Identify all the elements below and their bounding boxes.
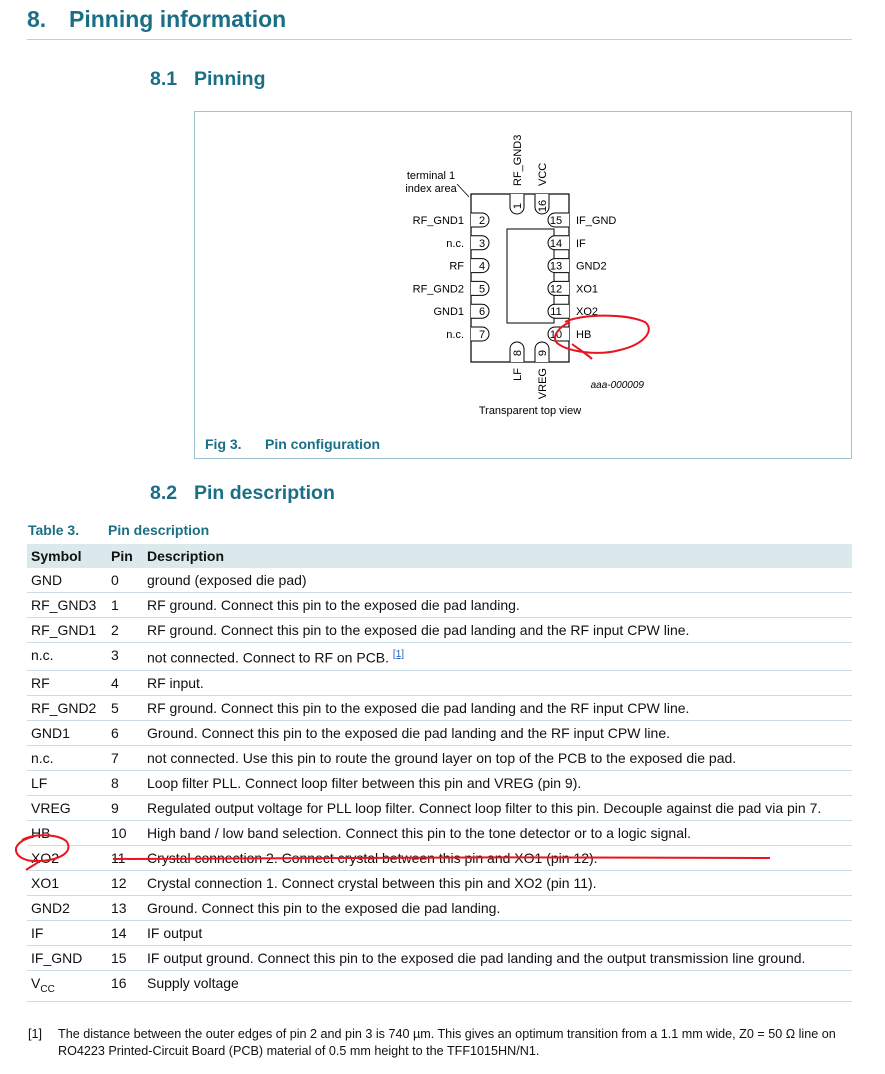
cell-description — [143, 920, 852, 945]
table-header-row — [27, 544, 852, 568]
pin-name: RF_GND3 — [512, 134, 524, 186]
pin-name: n.c. — [446, 329, 464, 341]
cell-description — [143, 770, 852, 795]
table-row — [27, 568, 852, 593]
cell-description — [143, 820, 852, 845]
cell-pin: 2 — [107, 618, 143, 643]
subsection-title: Pin description — [194, 482, 335, 504]
header-symbol: Symbol — [27, 544, 107, 568]
pin-configuration-diagram — [195, 112, 851, 458]
figure-title: Pin configuration — [265, 436, 381, 452]
pin-name: IF_GND — [576, 215, 617, 227]
pin-number: 6 — [478, 306, 486, 319]
pin-name: n.c. — [446, 237, 464, 250]
description-text: ground (exposed die pad) — [147, 572, 307, 588]
figure-box — [194, 111, 852, 459]
cell-pin: 3 — [107, 643, 143, 671]
pin-name: VREG — [537, 368, 549, 400]
cell-symbol: RF_GND3 — [27, 593, 107, 618]
description-text: Crystal connection 1. Connect crystal between this pin and XO2 (pin 11). — [147, 874, 597, 891]
table-row — [27, 720, 852, 745]
cell-symbol: HB — [27, 820, 107, 845]
exposed-die-pad — [507, 229, 554, 323]
table-row — [27, 895, 852, 920]
footnote-ref: [1] — [28, 1027, 43, 1041]
description-text: Loop filter PLL. Connect loop filter between this pin and VREG (pin 9). — [147, 774, 582, 791]
cell-description — [143, 745, 852, 770]
symbol-vcc-display: $V_{CC}$ — [31, 974, 55, 995]
cell-symbol: IF_GND — [27, 945, 107, 970]
description-text: Supply voltage — [147, 974, 239, 991]
cell-symbol: n.c. — [27, 643, 107, 671]
pin-description-table — [27, 544, 852, 1002]
description-text: RF ground. Connect this pin to the exposed die pad landing. — [147, 597, 520, 613]
description-text: Ground. Connect this pin to the exposed die pad landing. — [147, 899, 501, 916]
footnote-text: The distance between the outer edges of pin 2 and pin 3 is 740 µm. This gives an optimum transition from a 1.1 mm wide, Z0 = 50 Ω line on RO4223 Printed-Circuit Board (PCB) material of 0.5 mm height to the TFF1015HN/N1. — [58, 1027, 836, 1058]
figure-caption — [205, 436, 380, 452]
cell-description — [143, 643, 852, 671]
cell-symbol: n.c. — [27, 745, 107, 770]
description-text: IF output ground. Connect this pin to the exposed die pad landing and the output transmission line ground. — [147, 949, 806, 966]
description-text: RF ground. Connect this pin to the exposed die pad landing and the RF input CPW line. — [147, 622, 690, 638]
pin-number: 10 — [549, 329, 563, 341]
cell-pin: 16 — [107, 970, 143, 1002]
pin-number: 12 — [549, 283, 563, 296]
index-area-leader — [457, 184, 469, 197]
cell-pin: 10 — [107, 820, 143, 845]
pin-name: VCC — [537, 162, 549, 186]
pin-name: GND1 — [433, 306, 464, 319]
pin-number: 8 — [512, 349, 524, 357]
cell-description — [143, 970, 852, 1002]
pin-name: LF — [512, 368, 524, 381]
table-row — [27, 845, 852, 870]
pin-name: IF — [576, 237, 586, 250]
cell-description — [143, 720, 852, 745]
section-number: 8. — [27, 6, 47, 32]
cell-symbol: RF_GND1 — [27, 618, 107, 643]
description-text: not connected. Connect to RF on PCB. — [147, 649, 390, 666]
cell-symbol: GND2 — [27, 895, 107, 920]
heading-rule — [27, 39, 852, 40]
header-description: Description — [143, 544, 852, 568]
table-row — [27, 695, 852, 720]
pin-name: RF_GND2 — [412, 283, 464, 296]
pin-number: 14 — [549, 237, 563, 250]
pin-number: 13 — [549, 260, 563, 273]
cell-pin: 15 — [107, 945, 143, 970]
description-text: IF output — [147, 924, 203, 941]
table-row — [27, 945, 852, 970]
pin-name: XO2 — [576, 306, 599, 319]
pin-number: 16 — [537, 199, 549, 213]
cell-pin: 14 — [107, 920, 143, 945]
description-text: Crystal connection 2. Connect crystal between this pin and XO1 (pin 12). — [147, 849, 598, 866]
index-note-line1: terminal 1 — [406, 170, 456, 182]
cell-description — [143, 593, 852, 618]
pin-number: 7 — [478, 329, 486, 341]
footnote-link[interactable]: [1] — [392, 649, 405, 660]
pin-number: 1 — [512, 202, 524, 210]
subsection-number: 8.1 — [150, 68, 178, 90]
cell-pin: 1 — [107, 593, 143, 618]
cell-symbol: XO2 — [27, 845, 107, 870]
table-title: Pin description — [108, 522, 210, 538]
cell-pin: 11 — [107, 845, 143, 870]
description-text: not connected. Use this pin to route the ground layer on top of the PCB to the exposed die pad. — [147, 749, 737, 766]
subsection-heading-pinning — [150, 68, 266, 91]
table-row — [27, 920, 852, 945]
table-row — [27, 870, 852, 895]
table-row — [27, 643, 852, 671]
cell-pin: 13 — [107, 895, 143, 920]
description-text: RF input. — [147, 674, 204, 691]
pin-number: 3 — [478, 237, 486, 250]
pin-number: 2 — [478, 215, 486, 227]
cell-symbol: RF — [27, 670, 107, 695]
cell-description — [143, 795, 852, 820]
table-row — [27, 770, 852, 795]
cell-description — [143, 870, 852, 895]
table-row — [27, 593, 852, 618]
cell-pin: 9 — [107, 795, 143, 820]
pin-name: GND2 — [576, 260, 607, 273]
table-row — [27, 970, 852, 1002]
cell-symbol: VREG — [27, 795, 107, 820]
cell-symbol — [27, 970, 107, 1002]
section-title: Pinning information — [69, 6, 287, 32]
cell-pin: 7 — [107, 745, 143, 770]
subsection-title: Pinning — [194, 68, 266, 90]
cell-pin: 8 — [107, 770, 143, 795]
section-heading — [27, 6, 286, 33]
figure-label: Fig 3. — [205, 436, 242, 452]
cell-description — [143, 670, 852, 695]
table-row — [27, 618, 852, 643]
description-text: RF ground. Connect this pin to the exposed die pad landing and the RF input CPW line. — [147, 699, 690, 716]
table-row — [27, 745, 852, 770]
table-row — [27, 795, 852, 820]
cell-pin: 6 — [107, 720, 143, 745]
cell-description — [143, 695, 852, 720]
cell-symbol: IF — [27, 920, 107, 945]
table-label: Table 3. — [28, 522, 80, 538]
pin-name: HB — [576, 329, 592, 341]
footnote — [28, 1026, 852, 1060]
cell-description — [143, 895, 852, 920]
cell-symbol: RF_GND2 — [27, 695, 107, 720]
index-note-line2: index area — [405, 183, 457, 195]
description-text: Ground. Connect this pin to the exposed die pad landing and the RF input CPW line. — [147, 724, 670, 741]
description-text: High band / low band selection. Connect this pin to the tone detector or to a logic signal. — [147, 824, 692, 841]
cell-description — [143, 945, 852, 970]
pin-name: RF_GND1 — [412, 215, 464, 227]
pin-name: RF — [449, 260, 464, 273]
cell-symbol: GND1 — [27, 720, 107, 745]
cell-pin: 0 — [107, 568, 143, 593]
figure-code: aaa-000009 — [590, 380, 644, 391]
cell-symbol: GND — [27, 568, 107, 593]
pin-number: 9 — [537, 349, 549, 357]
pin-number: 11 — [550, 306, 562, 319]
cell-pin: 4 — [107, 670, 143, 695]
cell-description — [143, 568, 852, 593]
cell-description — [143, 845, 852, 870]
header-pin: Pin — [107, 544, 143, 568]
table-caption — [28, 522, 209, 538]
pin-number: 15 — [549, 215, 563, 227]
cell-symbol: LF — [27, 770, 107, 795]
cell-description — [143, 618, 852, 643]
subsection-heading-pin-description — [150, 482, 335, 505]
cell-symbol: XO1 — [27, 870, 107, 895]
cell-pin: 5 — [107, 695, 143, 720]
cell-pin: 12 — [107, 870, 143, 895]
description-text: Regulated output voltage for PLL loop filter. Connect loop filter to this pin. Decouple against die pad via pin 7. — [147, 799, 822, 816]
pin-number: 4 — [478, 260, 486, 273]
table-row — [27, 670, 852, 695]
view-label: Transparent top view — [478, 405, 582, 417]
pin-name: XO1 — [576, 283, 599, 296]
subsection-number: 8.2 — [150, 482, 178, 504]
pin-number: 5 — [478, 283, 486, 296]
table-row — [27, 820, 852, 845]
